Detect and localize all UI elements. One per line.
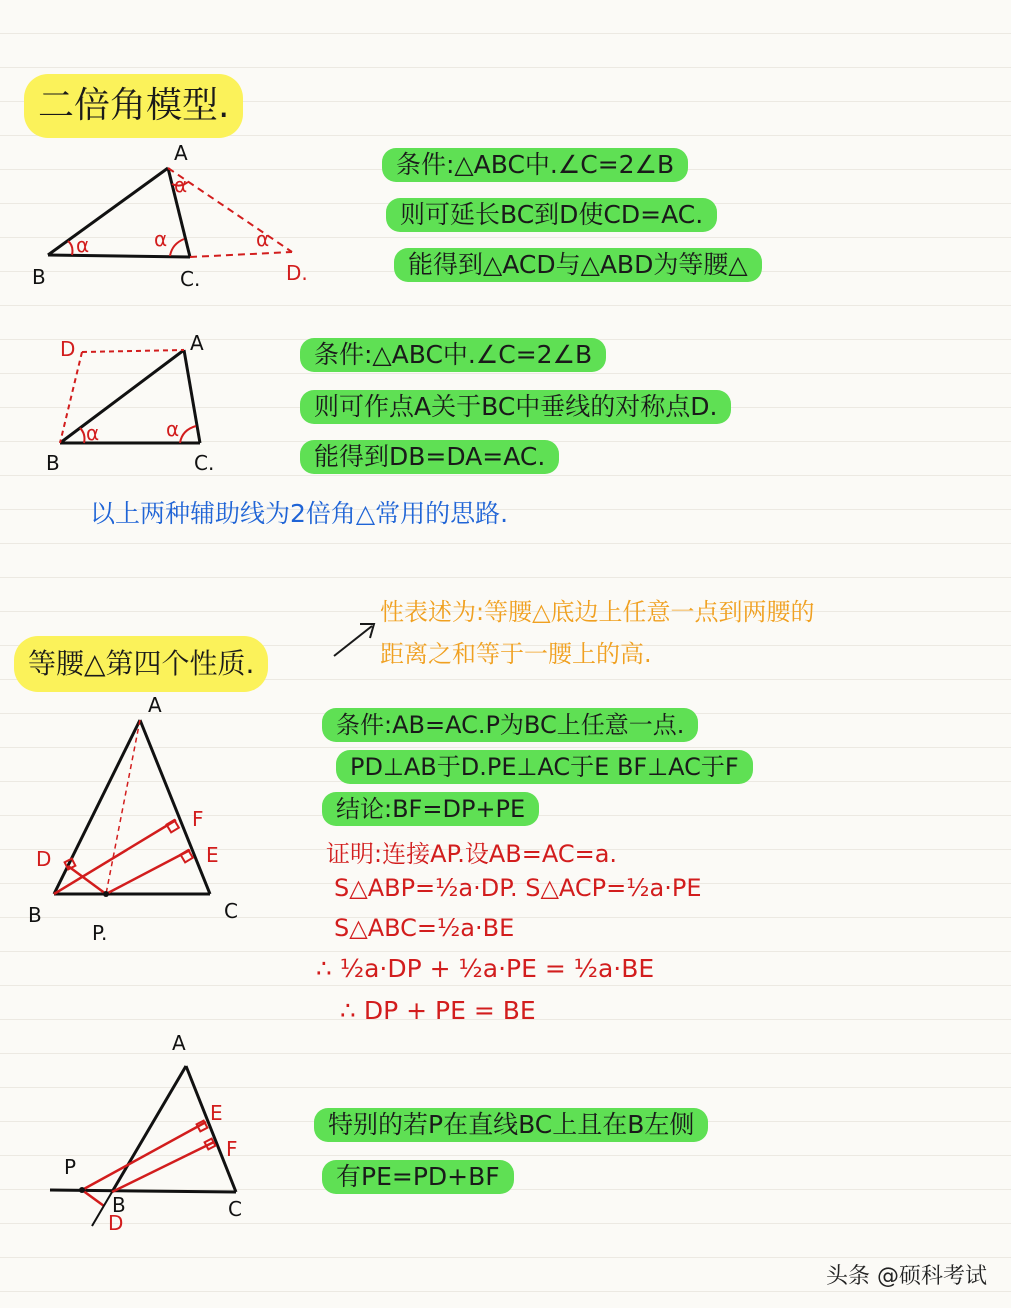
condition-line-2: PD⊥AB于D.PE⊥AC于E BF⊥AC于F bbox=[336, 750, 753, 784]
annotation-line-2: 距离之和等于一腰上的高. bbox=[380, 640, 652, 668]
fig4-label-c: C bbox=[228, 1197, 242, 1221]
fig4-label-f: F bbox=[226, 1137, 238, 1161]
figure4-diagram bbox=[40, 1030, 300, 1250]
fig2-angle-b-arc bbox=[80, 428, 85, 443]
annotation-line-1: 性表述为:等腰△底边上任意一点到两腰的 bbox=[380, 598, 815, 626]
fig1-angle-a-mark: α bbox=[174, 173, 188, 197]
fig2-label-b: B bbox=[46, 451, 60, 475]
fig2-side-ac bbox=[184, 350, 200, 443]
fig1-label-d: D. bbox=[286, 261, 308, 285]
fig4-label-p: P bbox=[64, 1155, 77, 1179]
section2-title: 等腰△第四个性质. bbox=[14, 636, 268, 692]
fig3-seg-pd bbox=[68, 866, 106, 894]
fig3-right-angle-f bbox=[167, 820, 179, 832]
fig2-label-d: D bbox=[60, 337, 76, 361]
conclusion-line: 结论:BF=DP+PE bbox=[322, 792, 539, 826]
fig2-angle-c-mark: α bbox=[166, 417, 180, 441]
fig2-result-line: 能得到DB=DA=AC. bbox=[300, 440, 559, 474]
fig1-angle-b-mark: α bbox=[76, 233, 90, 257]
fig4-label-a: A bbox=[172, 1031, 186, 1055]
fig1-angle-b-arc bbox=[68, 241, 73, 255]
special-case-line-2: 有PE=PD+BF bbox=[322, 1160, 514, 1194]
fig2-label-c: C. bbox=[194, 451, 215, 475]
fig1-label-a: A bbox=[174, 141, 188, 165]
fig2-angle-b-mark: α bbox=[86, 421, 100, 445]
fig3-point-p bbox=[103, 891, 109, 897]
fig1-angle-c-mark: α bbox=[154, 227, 168, 251]
fig3-dashed-ap bbox=[106, 720, 140, 894]
proof-line-2: S△ABP=½a·DP. S△ACP=½a·PE bbox=[334, 874, 702, 902]
fig3-label-c: C bbox=[224, 899, 238, 923]
fig3-seg-pe bbox=[106, 850, 190, 894]
fig1-label-b: B bbox=[32, 265, 46, 289]
fig4-label-d: D bbox=[108, 1211, 124, 1235]
fig4-label-e: E bbox=[210, 1101, 223, 1125]
proof-line-1: 证明:连接AP.设AB=AC=a. bbox=[326, 840, 618, 868]
fig2-condition-line: 条件:△ABC中.∠C=2∠B bbox=[300, 338, 606, 372]
fig2-angle-c-arc bbox=[180, 426, 196, 443]
proof-line-5: ∴ DP + PE = BE bbox=[340, 996, 536, 1025]
fig3-label-a: A bbox=[148, 693, 162, 717]
fig2-label-a: A bbox=[190, 331, 204, 355]
proof-line-4: ∴ ½a·DP + ½a·PE = ½a·BE bbox=[316, 954, 655, 983]
fig3-label-b: B bbox=[28, 903, 42, 927]
fig4-line-bc-extended bbox=[50, 1190, 236, 1192]
fig1-side-ab bbox=[48, 168, 168, 255]
fig1-result-line: 能得到△ACD与△ABD为等腰△ bbox=[394, 248, 762, 282]
fig1-angle-d-mark: α bbox=[256, 227, 270, 251]
fig1-ext-cd bbox=[190, 252, 292, 257]
fig2-dashed-da bbox=[82, 350, 184, 352]
section1-title: 二倍角模型. bbox=[24, 74, 243, 138]
fig1-side-bc bbox=[48, 255, 190, 257]
figure1-diagram bbox=[20, 140, 340, 290]
fig3-label-f: F bbox=[192, 807, 204, 831]
figure2-diagram bbox=[40, 330, 280, 480]
fig3-right-angle-e bbox=[181, 850, 193, 862]
fig1-angle-c-arc bbox=[170, 239, 184, 256]
condition-line-1: 条件:AB=AC.P为BC上任意一点. bbox=[322, 708, 698, 742]
fig3-label-e: E bbox=[206, 843, 219, 867]
fig4-seg-pd bbox=[82, 1190, 104, 1206]
fig3-label-d: D bbox=[36, 847, 52, 871]
fig4-label-b: B bbox=[112, 1193, 126, 1217]
fig1-condition-line: 条件:△ABC中.∠C=2∠B bbox=[382, 148, 688, 182]
proof-line-3: S△ABC=½a·BE bbox=[334, 914, 515, 942]
fig1-label-c: C. bbox=[180, 267, 201, 291]
fig1-method-line: 则可延长BC到D使CD=AC. bbox=[386, 198, 717, 232]
figure3-diagram bbox=[20, 690, 260, 960]
fig2-method-line: 则可作点A关于BC中垂线的对称点D. bbox=[300, 390, 731, 424]
fig4-point-p bbox=[79, 1187, 85, 1193]
special-case-line-1: 特别的若P在直线BC上且在B左侧 bbox=[314, 1108, 708, 1142]
fig3-label-p: P. bbox=[92, 921, 108, 945]
section1-summary: 以上两种辅助线为2倍角△常用的思路. bbox=[90, 499, 509, 528]
watermark: 头条 @硕科考试 bbox=[826, 1264, 987, 1289]
